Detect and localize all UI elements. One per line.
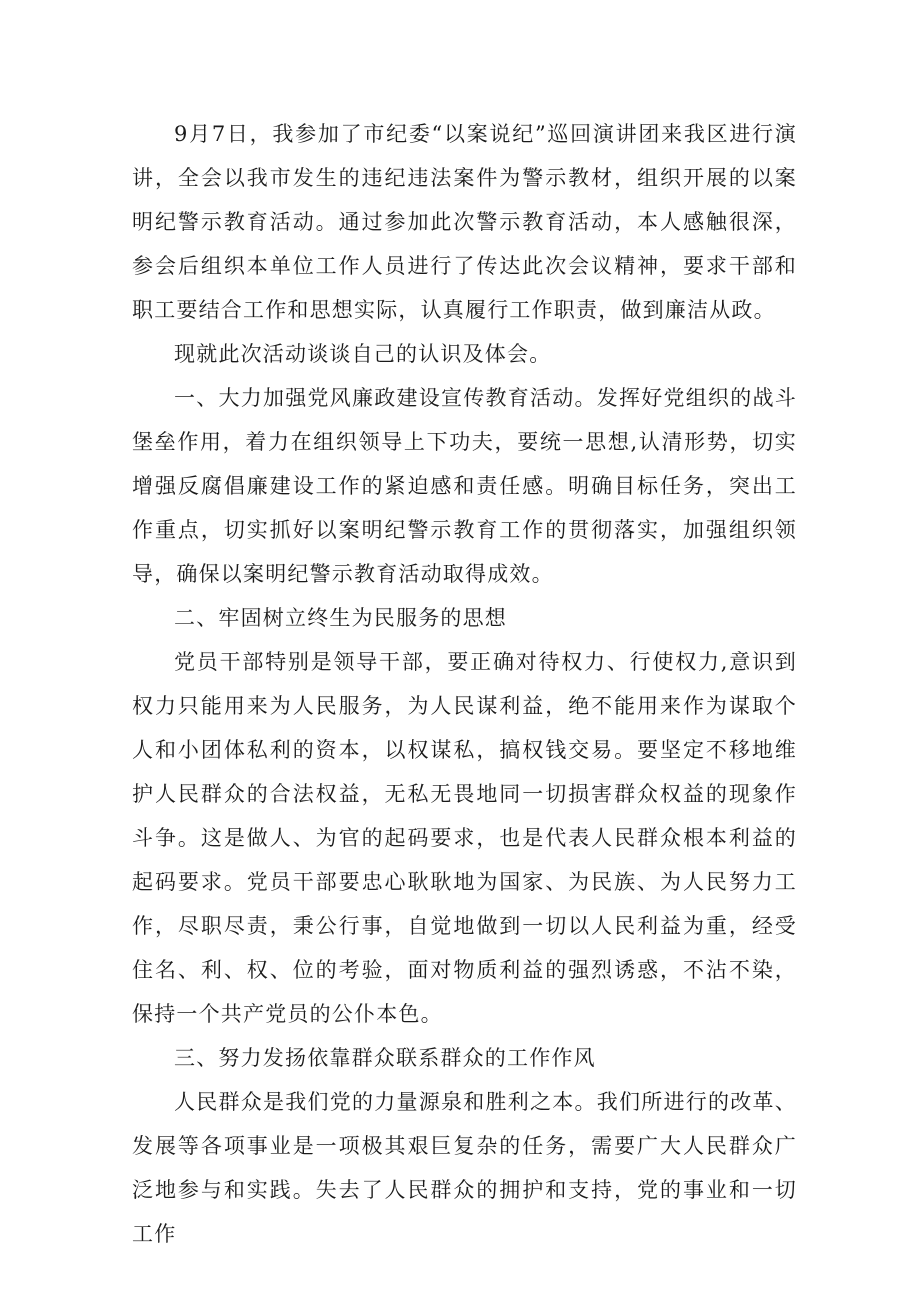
paragraph-point-one: 一、大力加强党风廉政建设宣传教育活动。发挥好党组织的战斗堡垒作用，着力在组织领导上下功夫，要统一思想,认清形势，切实增强反腐倡廉建设工作的紧迫感和责任感。明确目标任务，突出工作重点，切实抓好以案明纪警示教育工作的贯彻落实，加强组织领导，确保以案明纪警示教育活动取得成效。 (132, 386, 797, 586)
paragraph-point-three-body: 人民群众是我们党的力量源泉和胜利之本。我们所进行的改革、发展等各项事业是一项极其艰巨复杂的任务，需要广大人民群众广泛地参与和实践。失去了人民群众的拥护和支持，党的事业和一切工作 (132, 1090, 797, 1246)
paragraph-transition: 现就此次活动谈谈自己的认识及体会。 (174, 342, 552, 366)
heading-point-three: 三、努力发扬依靠群众联系群众的工作作风 (174, 1046, 596, 1070)
heading-point-two: 二、牢固树立终生为民服务的思想 (174, 606, 507, 630)
paragraph-point-two-body: 党员干部特别是领导干部，要正确对待权力、行使权力,意识到权力只能用来为人民服务，为人民谋利益，绝不能用来作为谋取个人和小团体私利的资本，以权谋私，搞权钱交易。要坚定不移地维护人民群众的合法权益，无私无畏地同一切损害群众权益的现象作斗争。这是做人、为官的起码要求，也是代表人民群众根本利益的起码要求。党员干部要忠心耿耿地为国家、为民族、为人民努力工作，尽职尽责，秉公行事，自觉地做到一切以人民利益为重，经受住名、利、权、位的考验，面对物质利益的强烈诱惑，不沾不染，保持一个共产党员的公仆本色。 (132, 650, 797, 1026)
document-body (132, 112, 797, 1256)
paragraph-intro: 9月7日，我参加了市纪委“以案说纪”巡回演讲团来我区进行演讲，全会以我市发生的违纪违法案件为警示教材，组织开展的以案明纪警示教育活动。通过参加此次警示教育活动，本人感触很深，参会后组织本单位工作人员进行了传达此次会议精神，要求干部和职工要结合工作和思想实际，认真履行工作职责，做到廉洁从政。 (132, 122, 797, 322)
